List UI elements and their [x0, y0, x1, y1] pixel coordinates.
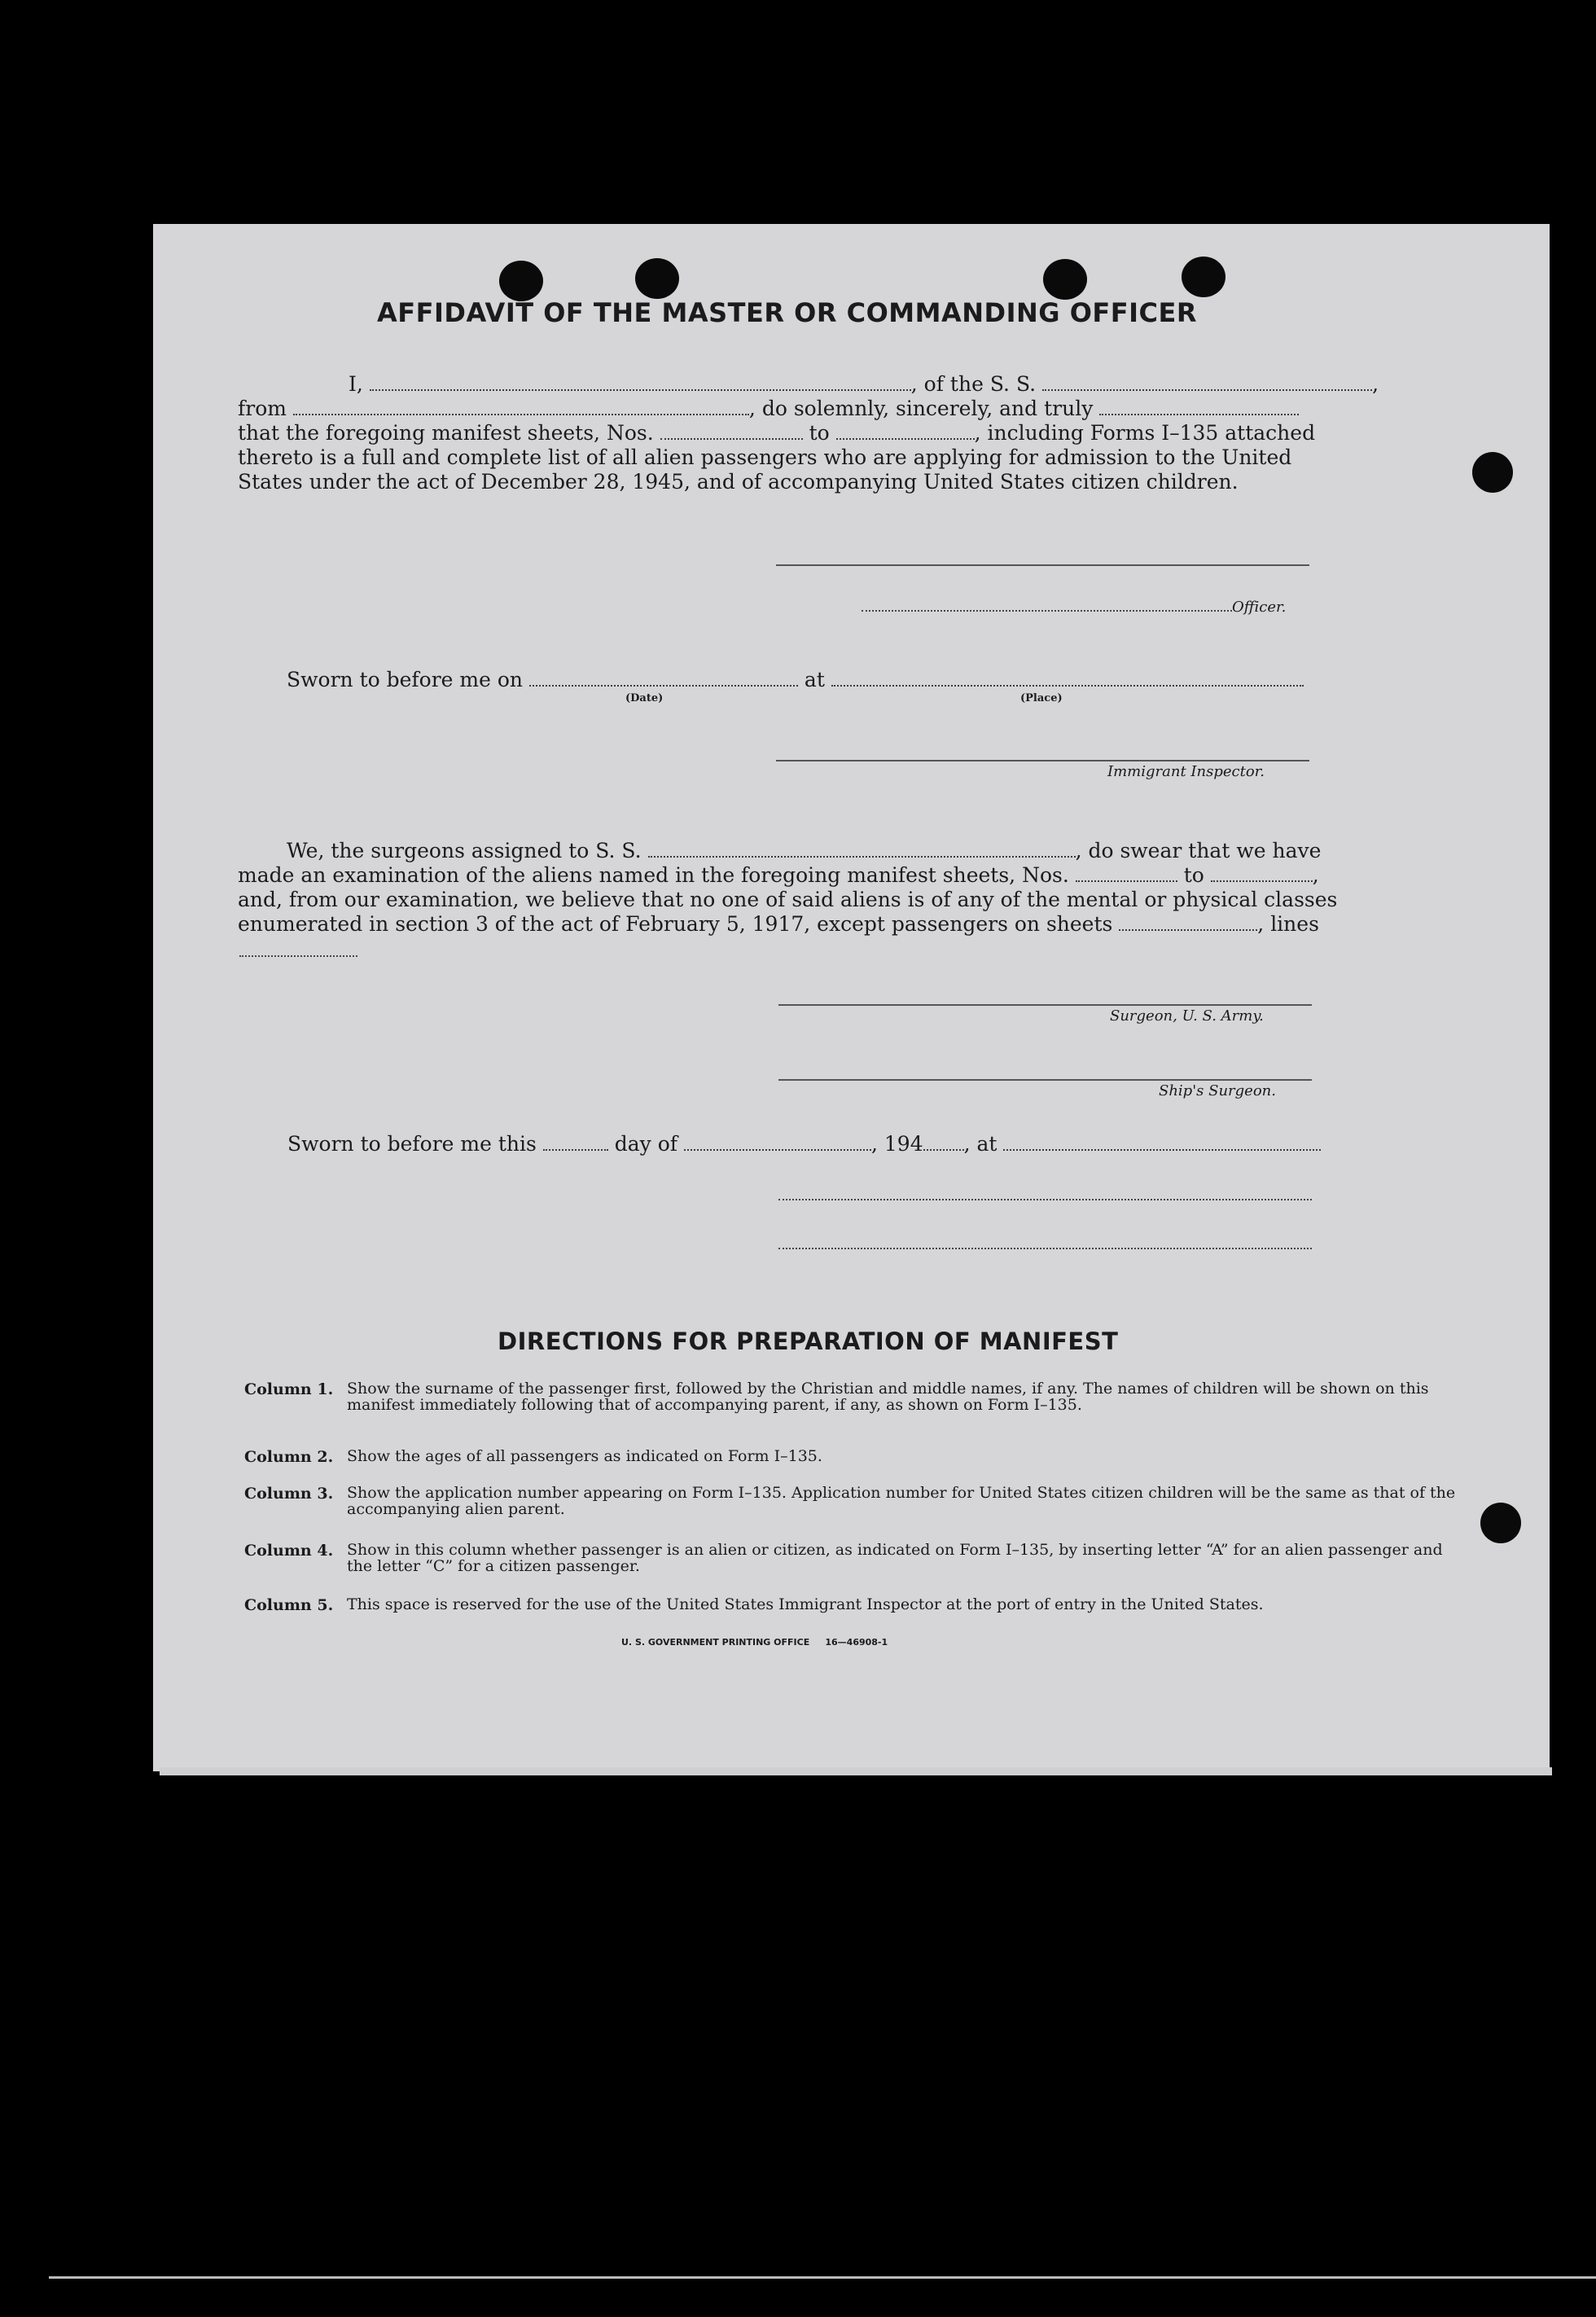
text-day-of: day of: [614, 1132, 678, 1156]
text-from: from: [238, 397, 287, 420]
sworn-month-blank[interactable]: [684, 1133, 871, 1151]
army-surgeon-label: Surgeon, U. S. Army.: [1110, 1007, 1264, 1025]
punch-hole: [1043, 259, 1087, 300]
punch-hole: [1472, 452, 1513, 493]
surgeons-line-2: [238, 863, 1319, 888]
affidavit-line-1: [300, 372, 1379, 397]
ship-blank[interactable]: [1042, 373, 1372, 391]
text-sheets: that the foregoing manifest sheets, Nos.: [238, 421, 654, 445]
officer-title-line[interactable]: [862, 610, 1232, 612]
text-to: to: [809, 421, 830, 445]
lines-blank[interactable]: [239, 955, 357, 957]
ship-surgeon-label: Ship's Surgeon.: [1159, 1082, 1276, 1099]
affidavit-title: AFFIDAVIT OF THE MASTER OR COMMANDING OFFICER: [377, 297, 1197, 328]
ship-surgeon-signature-line[interactable]: [778, 1079, 1312, 1081]
affidavit-line-4: thereto is a full and complete list of all alien passengers who are applying for admission to the United: [238, 445, 1292, 469]
surgeons-line-1: [287, 839, 1321, 863]
printing-office-footer: U. S. GOVERNMENT PRINTING OFFICE 16—46908-1: [621, 1637, 888, 1648]
text-enumerated: enumerated in section 3 of the act of February 5, 1917, except passengers on sheets: [238, 912, 1113, 936]
sworn-before-line: [287, 668, 1304, 692]
text-at: at: [804, 668, 825, 691]
surgeon-sheets-from-blank[interactable]: [1076, 864, 1177, 882]
surgeons-line-4: [238, 912, 1319, 937]
sworn-year-blank[interactable]: [923, 1133, 964, 1151]
truly-blank[interactable]: [1099, 397, 1299, 415]
text-at: , at: [963, 1132, 998, 1156]
from-blank[interactable]: [293, 397, 749, 415]
affidavit-line-5: States under the act of December 28, 1945, and of accompanying United States citizen children.: [238, 470, 1239, 494]
column-4-text: Show in this column whether passenger is an alien or citizen, as indicated on Form I–135, by inserting letter “A” for an alien passenger and the letter “C” for a citizen passenger.: [347, 1541, 1443, 1575]
sworn-signature-line-2[interactable]: [778, 1248, 1312, 1249]
column-5-text: This space is reserved for the use of the United States Immigrant Inspector at the port of entry in the United States.: [347, 1595, 1264, 1613]
text-surgeons: We, the surgeons assigned to S. S.: [287, 839, 642, 862]
text-sworn-this: Sworn to before me this: [287, 1132, 537, 1156]
affidavit-line-2: [238, 397, 1299, 421]
text-examination: made an examination of the aliens named in the foregoing manifest sheets, Nos.: [238, 863, 1069, 887]
column-3-label: Column 3.: [244, 1485, 334, 1503]
text-do-swear: , do swear that we have: [1075, 839, 1322, 862]
column-1-text: Show the surname of the passenger first, followed by the Christian and middle names, if any. The names of children will be shown on this manifest immediately following that of accompanying parent, if any, as shown on Form I–135.: [347, 1380, 1429, 1414]
directions-title: DIRECTIONS FOR PREPARATION OF MANIFEST: [498, 1327, 1119, 1355]
punch-hole: [499, 261, 543, 301]
sworn-signature-line-1[interactable]: [778, 1199, 1312, 1200]
column-1-label: Column 1.: [244, 1380, 334, 1398]
text-comma: ,: [1312, 863, 1319, 887]
date-caption: (Date): [625, 692, 664, 704]
sworn-date-blank[interactable]: [529, 669, 798, 687]
column-2-label: Column 2.: [244, 1448, 334, 1466]
sworn-place-blank[interactable]: [1003, 1133, 1321, 1151]
text-swear: , do solemnly, sincerely, and truly: [748, 397, 1094, 420]
punch-hole: [1182, 257, 1226, 297]
master-signature-line[interactable]: [776, 564, 1309, 566]
sworn-place-blank[interactable]: [831, 669, 1304, 687]
text-comma: ,: [1372, 372, 1379, 396]
text-194: , 194: [871, 1132, 923, 1156]
text-to: to: [1183, 863, 1204, 887]
form-sheet: [153, 224, 1550, 1771]
affidavit-line-3: [238, 421, 1315, 445]
army-surgeon-signature-line[interactable]: [778, 1004, 1312, 1006]
text-of-ss: , of the S. S.: [910, 372, 1037, 396]
sheets-from-blank[interactable]: [660, 422, 803, 440]
officer-label: Officer.: [1232, 599, 1287, 616]
surgeons-line-3: and, from our examination, we believe that no one of said aliens is of any of the mental or physical classes: [238, 888, 1338, 911]
sheets-to-blank[interactable]: [836, 422, 975, 440]
punch-hole: [635, 258, 679, 299]
surgeons-sworn-line: [287, 1132, 1321, 1156]
punch-hole: [1480, 1503, 1521, 1543]
sworn-day-blank[interactable]: [543, 1133, 608, 1151]
name-blank[interactable]: [370, 373, 911, 391]
surgeon-sheets-to-blank[interactable]: [1211, 864, 1313, 882]
except-sheets-blank[interactable]: [1119, 913, 1257, 931]
column-3-text: Show the application number appearing on Form I–135. Application number for United States citizen children will be the same as that of the accompanying alien parent.: [347, 1484, 1456, 1518]
column-2-text: Show the ages of all passengers as indicated on Form I–135.: [347, 1447, 822, 1465]
surgeon-ship-blank[interactable]: [648, 840, 1076, 858]
text-lines: , lines: [1257, 912, 1319, 936]
inspector-label: Immigrant Inspector.: [1107, 763, 1265, 780]
text-i: I,: [349, 372, 363, 396]
place-caption: (Place): [1020, 692, 1063, 704]
column-4-label: Column 4.: [244, 1542, 334, 1560]
inspector-signature-line[interactable]: [776, 760, 1309, 761]
text-sworn: Sworn to before me on: [287, 668, 524, 691]
column-5-label: Column 5.: [244, 1596, 334, 1614]
film-edge-line: [49, 2276, 1596, 2279]
text-including: , including Forms I–135 attached: [974, 421, 1316, 445]
